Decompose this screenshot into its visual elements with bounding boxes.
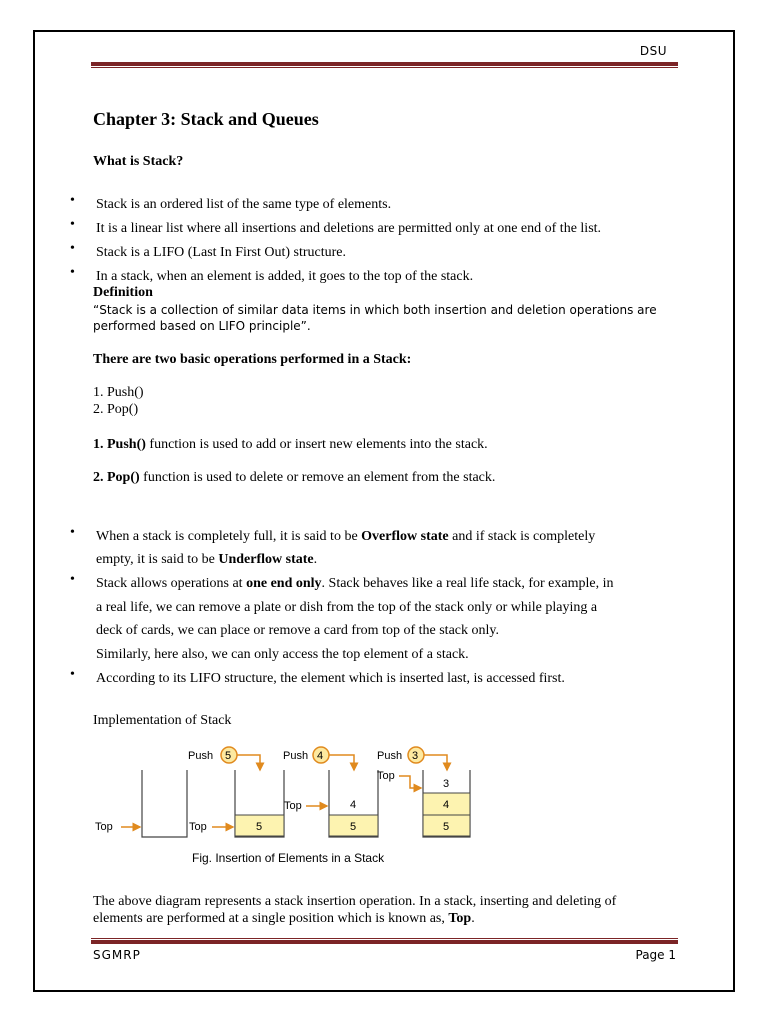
bullet-dot: • xyxy=(70,667,75,682)
text: . xyxy=(471,911,475,926)
bullet-item: Stack is an ordered list of the same type of elements. xyxy=(96,197,392,212)
header-rule xyxy=(91,62,678,66)
bullet-dot: • xyxy=(70,265,75,280)
top-label: Top xyxy=(377,770,395,782)
definition-line-1: “Stack is a collection of similar data items in which both insertion and deletion operations are xyxy=(93,303,657,317)
push-4-group xyxy=(283,747,378,837)
bullet-dot: • xyxy=(70,241,75,256)
one-end-bold: one end only xyxy=(246,576,322,591)
push-value: 4 xyxy=(317,750,324,762)
pop-bold: 2. Pop() xyxy=(93,470,140,485)
footer-rule xyxy=(91,940,678,944)
bullet-line: deck of cards, we can place or remove a card from top of the stack only. xyxy=(96,623,499,638)
chapter-title: Chapter 3: Stack and Queues xyxy=(93,109,319,129)
operation-list-push: 1. Push() xyxy=(93,385,144,400)
push-value: 3 xyxy=(412,750,419,762)
underflow-bold: Underflow state xyxy=(218,552,314,567)
pop-description xyxy=(93,466,495,489)
implementation-label: Implementation of Stack xyxy=(93,713,232,728)
text: elements are performed at a single position which is known as, xyxy=(93,911,449,926)
definition-line-2: performed based on LIFO principle”. xyxy=(93,319,311,333)
text: Stack allows operations at xyxy=(96,576,247,591)
footer-left: SGMRP xyxy=(93,948,141,962)
push-label: Push xyxy=(188,750,214,762)
bullet-item-overflow xyxy=(96,525,656,548)
push-3-group xyxy=(377,747,470,837)
overflow-bold: Overflow state xyxy=(361,529,449,544)
header-label: DSU xyxy=(639,44,667,58)
header-rule-thin xyxy=(91,67,678,68)
text: . xyxy=(313,552,318,567)
bullet-dot: • xyxy=(70,193,75,208)
top-label: Top xyxy=(95,821,113,833)
bullet-line: Similarly, here also, we can only access the top element of a stack. xyxy=(96,647,469,662)
pop-text: function is used to delete or remove an element from the stack. xyxy=(139,470,496,485)
bullet-item-lifo: According to its LIFO structure, the element which is inserted last, is accessed first. xyxy=(96,671,565,686)
page-number: Page 1 xyxy=(635,948,676,962)
figure-caption: Fig. Insertion of Elements in a Stack xyxy=(192,851,385,865)
push-value: 5 xyxy=(225,750,232,762)
bullet-item: Stack is a LIFO (Last In First Out) structure. xyxy=(96,245,347,260)
bullet-item-one-end xyxy=(96,572,656,595)
bullet-line: a real life, we can remove a plate or dish from the top of the stack only or while playing a xyxy=(96,600,598,615)
stack-empty xyxy=(95,770,187,837)
closing-line-1: The above diagram represents a stack insertion operation. In a stack, inserting and deleting of xyxy=(93,894,617,909)
bullet-item: It is a linear list where all insertions and deletions are permitted only at one end of the list. xyxy=(96,221,602,236)
bullet-dot: • xyxy=(70,572,75,587)
text: empty, it is said to be xyxy=(96,552,219,567)
push-label: Push xyxy=(283,750,309,762)
push-label: Push xyxy=(377,750,403,762)
operation-list-pop: 2. Pop() xyxy=(93,402,139,417)
push-description xyxy=(93,433,488,456)
stack-insertion-figure xyxy=(90,740,490,870)
stack-cell-value: 4 xyxy=(350,799,357,811)
bullet-dot: • xyxy=(70,525,75,540)
stack-cell-value: 5 xyxy=(443,821,450,833)
bullet-item-overflow-line2 xyxy=(96,548,656,571)
top-bold: Top xyxy=(448,911,472,926)
text: . Stack behaves like a real life stack, for example, in xyxy=(321,576,614,591)
bullet-item: In a stack, when an element is added, it goes to the top of the stack. xyxy=(96,269,474,284)
push-5-group xyxy=(188,747,284,837)
bullet-dot: • xyxy=(70,217,75,232)
stack-cell-value: 5 xyxy=(350,821,357,833)
push-bold: 1. Push() xyxy=(93,437,146,452)
text: When a stack is completely full, it is said to be xyxy=(96,529,362,544)
operations-heading: There are two basic operations performed in a Stack: xyxy=(93,352,412,367)
footer-rule-thin xyxy=(91,938,678,939)
top-label: Top xyxy=(284,800,302,812)
stack-cell-value: 5 xyxy=(256,821,263,833)
definition-heading: Definition xyxy=(93,285,153,300)
section-heading-what-is-stack: What is Stack? xyxy=(93,154,184,169)
text: and if stack is completely xyxy=(448,529,596,544)
push-text: function is used to add or insert new elements into the stack. xyxy=(145,437,488,452)
closing-line-2 xyxy=(93,910,475,927)
stack-cell-value: 3 xyxy=(443,778,450,790)
top-label: Top xyxy=(189,821,207,833)
stack-cell-value: 4 xyxy=(443,799,450,811)
